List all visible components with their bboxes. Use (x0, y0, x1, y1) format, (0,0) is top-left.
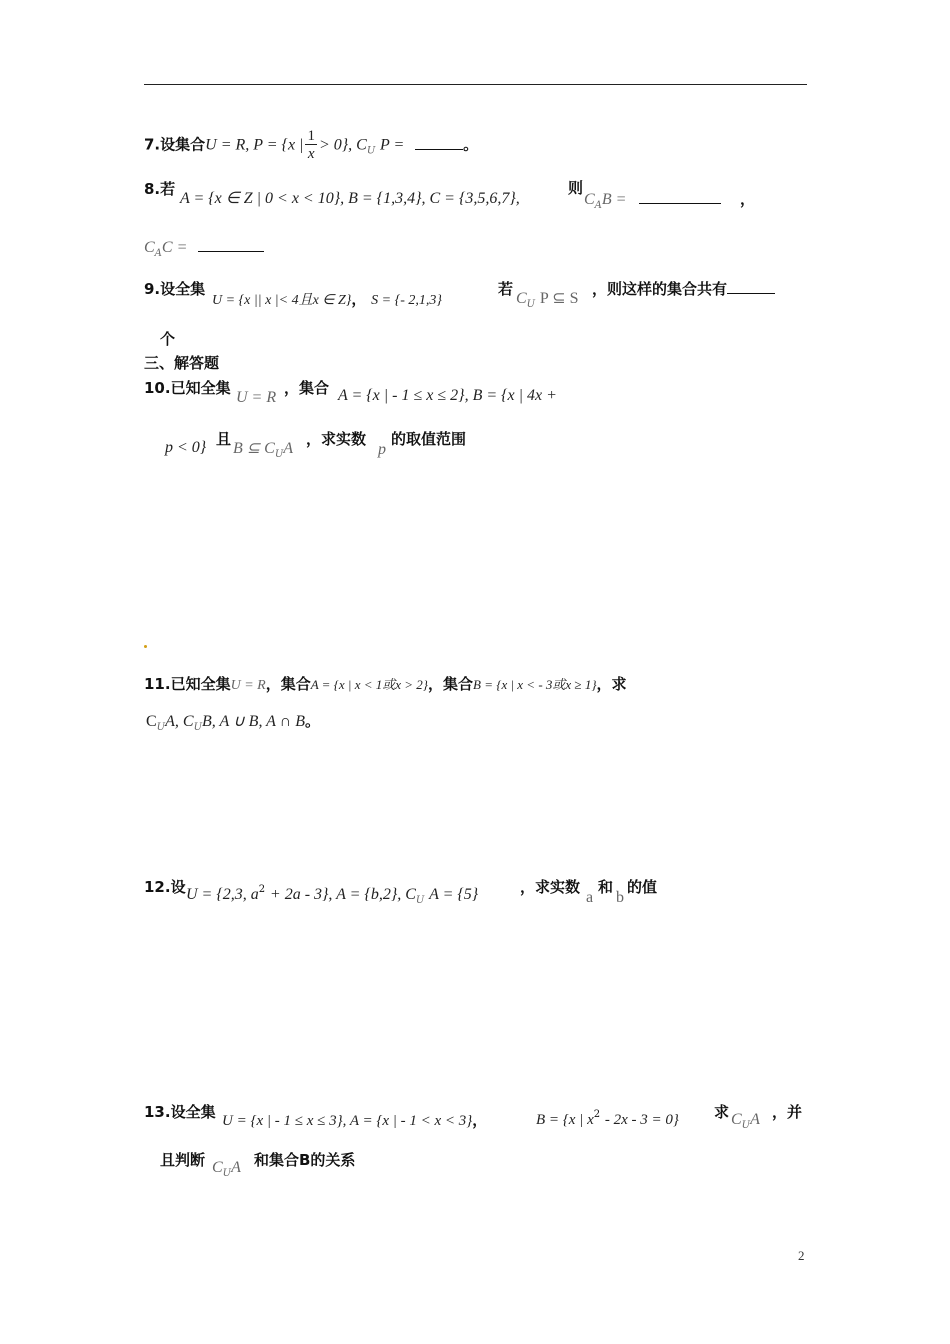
q13-sep: ， (472, 1111, 488, 1129)
q9-cu-sub: U (526, 299, 536, 310)
q7-sub: U (366, 145, 376, 157)
q12-sup: 2 (258, 884, 266, 895)
q8-label: 8.若 (144, 180, 176, 198)
question-12-formula (186, 884, 478, 906)
question-13-line2-cu (212, 1158, 241, 1179)
q10-sep1: ，集合 (284, 379, 330, 397)
section-3-heading: 三、解答题 (144, 354, 220, 372)
q7-label: 7.设集合 (144, 135, 206, 154)
question-8-then (568, 177, 583, 198)
q9-line2: 个 (160, 330, 176, 348)
question-8-line2 (144, 238, 264, 259)
q11-u: U = R (230, 678, 266, 693)
q13-ask: 求 (714, 1103, 730, 1121)
q13-cu-sub: U (741, 1120, 751, 1131)
q10-subset-sub: U (274, 449, 284, 460)
q11-b-formula: B = {x | x < - 3或x ≥ 1} (473, 677, 597, 692)
q10-u: U = R (236, 389, 277, 406)
q8-ca: C (584, 191, 595, 208)
q10-end: 的取值范围 (391, 430, 467, 448)
q10-subset: B ⊆ C (233, 440, 275, 457)
q8-line2-tail: C = (161, 239, 188, 256)
question-12-var-a (586, 888, 593, 907)
stray-dot (144, 645, 147, 648)
q10-a-formula: A = {x | - 1 ≤ x ≤ 2}, B = {x | 4x + (338, 387, 557, 404)
q8-comma: ， (740, 190, 756, 208)
question-10-u (236, 388, 276, 407)
q13-b-sup: 2 (593, 1109, 601, 1120)
q12-ask: ，求实数 (520, 878, 581, 896)
question-10-subset (233, 438, 293, 460)
page-number: 2 (798, 1248, 805, 1263)
q7-tail: P = (380, 136, 405, 154)
q13-tail: ，并 (772, 1103, 803, 1121)
question-13-ask (714, 1101, 729, 1122)
question-12 (144, 876, 186, 897)
q13-label: 13.设全集 (144, 1103, 216, 1121)
q8-line2-sub: A (154, 248, 162, 259)
q7-formula: U = R, P = {x | (205, 136, 304, 154)
q11-a-formula: A = {x | x < 1或x > 2} (310, 677, 429, 692)
q11-line2-part1: A, C (165, 713, 194, 730)
q7-frac-den: x (307, 146, 315, 162)
question-13-cu (731, 1110, 760, 1131)
q13-b-formula: B = {x | x (536, 1112, 594, 1128)
question-12-and (598, 876, 613, 897)
q8-then: 则 (568, 179, 584, 197)
question-11-line2 (146, 710, 320, 733)
q9-cu: C (516, 290, 527, 307)
question-9-if (498, 278, 513, 299)
q9-s-formula: S = {- 2,1,3} (371, 293, 442, 308)
question-11 (144, 673, 627, 694)
question-10-end (391, 428, 466, 449)
q9-answer-blank[interactable] (727, 281, 775, 294)
question-9-line2 (160, 328, 175, 349)
question-10-ask (306, 428, 366, 449)
q11-sep1: ，集合 (265, 675, 311, 693)
q13-cu-tail: A (750, 1111, 760, 1128)
q13-line2-sub: U (222, 1168, 232, 1179)
q8-formula: A = {x ∈ Z | 0 < x < 10}, B = {1,3,4}, C = {3,5,6,7}, (180, 190, 520, 207)
q13-line2-cu: C (212, 1159, 223, 1176)
q10-ask: ，求实数 (306, 430, 367, 448)
q11-ask: ，求 (596, 675, 627, 693)
question-10-line2 (165, 438, 206, 457)
q10-subset-tail: A (283, 440, 294, 457)
header-rule (144, 84, 807, 85)
question-12-var-b (616, 888, 624, 907)
question-13-line2 (160, 1149, 205, 1170)
q8-answer-blank-2[interactable] (198, 239, 264, 252)
q12-var-b: b (616, 889, 624, 906)
q13-u-formula: U = {x | - 1 ≤ x ≤ 3}, A = {x | - 1 < x < 3} (222, 1113, 473, 1129)
q11-line2-c: C (146, 713, 157, 730)
question-9-question (592, 278, 775, 299)
question-8-ca-b (584, 188, 755, 211)
q7-end: 。 (463, 135, 479, 154)
q9-u-formula: U = {x || x |< 4且x ∈ Z} (212, 293, 352, 308)
q13-line2-end: 和集合B的关系 (254, 1151, 356, 1169)
question-13-line2-end (254, 1149, 355, 1170)
q12-and: 和 (598, 878, 614, 896)
q11-line2-end: 。 (304, 712, 320, 730)
question-7 (144, 128, 478, 163)
q12-sub: U (415, 895, 425, 906)
q11-line2-part2: B, A ∪ B, A ∩ B (202, 713, 305, 730)
question-8 (144, 178, 175, 199)
q9-label: 9.设全集 (144, 280, 206, 298)
q10-and: 且 (216, 430, 232, 448)
q12-end: 的值 (627, 878, 658, 896)
question-8-formula-line (180, 188, 520, 208)
q7-frac-num: 1 (307, 128, 315, 144)
question-9-formula (212, 288, 442, 309)
question-10 (144, 377, 231, 398)
q8-line2-c: C (144, 239, 155, 256)
question-9-cu (516, 288, 579, 310)
q12-var-a: a (586, 889, 594, 906)
q7-formula-tail: > 0}, C (318, 136, 367, 154)
q10-var: p (378, 441, 386, 458)
q8-ca-sub: A (594, 200, 602, 211)
q12-formula2: + 2a - 3}, A = {b,2}, C (269, 886, 416, 903)
q12-formula3: A = {5} (429, 886, 479, 903)
question-12-ask (520, 876, 580, 897)
question-10-and (216, 428, 231, 449)
q8-ca-tail: B = (601, 191, 627, 208)
q9-sep: ， (351, 290, 367, 308)
question-13 (144, 1101, 216, 1122)
q9-if: 若 (498, 280, 514, 298)
question-13-tail (772, 1101, 802, 1122)
q13-line2-tail: A (231, 1159, 241, 1176)
question-10-formula (338, 386, 557, 405)
q11-label: 11.已知全集 (144, 675, 231, 693)
q13-line2: 且判断 (160, 1151, 206, 1169)
question-12-end (627, 876, 657, 897)
question-13-b-formula (536, 1109, 679, 1129)
question-9 (144, 278, 205, 299)
question-10-sep (284, 377, 329, 398)
q7-answer-blank[interactable] (415, 137, 463, 150)
q12-label: 12.设 (144, 878, 186, 896)
question-10-var (378, 440, 386, 459)
q13-b-formula2: - 2x - 3 = 0} (604, 1112, 679, 1128)
q7-fraction (305, 128, 317, 163)
q13-cu: C (731, 1111, 742, 1128)
q11-line2-sub2: U (193, 722, 202, 733)
q12-formula: U = {2,3, a (186, 886, 259, 903)
q10-line2-formula: p < 0} (165, 439, 207, 456)
section-3-title (144, 352, 219, 373)
q9-cu-tail: P ⊆ S (539, 290, 579, 307)
q11-sep2: ，集合 (428, 675, 474, 693)
q10-label: 10.已知全集 (144, 379, 231, 397)
q8-answer-blank-1[interactable] (639, 191, 721, 204)
q9-question: ，则这样的集合共有 (592, 280, 728, 298)
q11-line2-sub1: U (156, 722, 166, 733)
question-13-u-formula (222, 1109, 487, 1130)
